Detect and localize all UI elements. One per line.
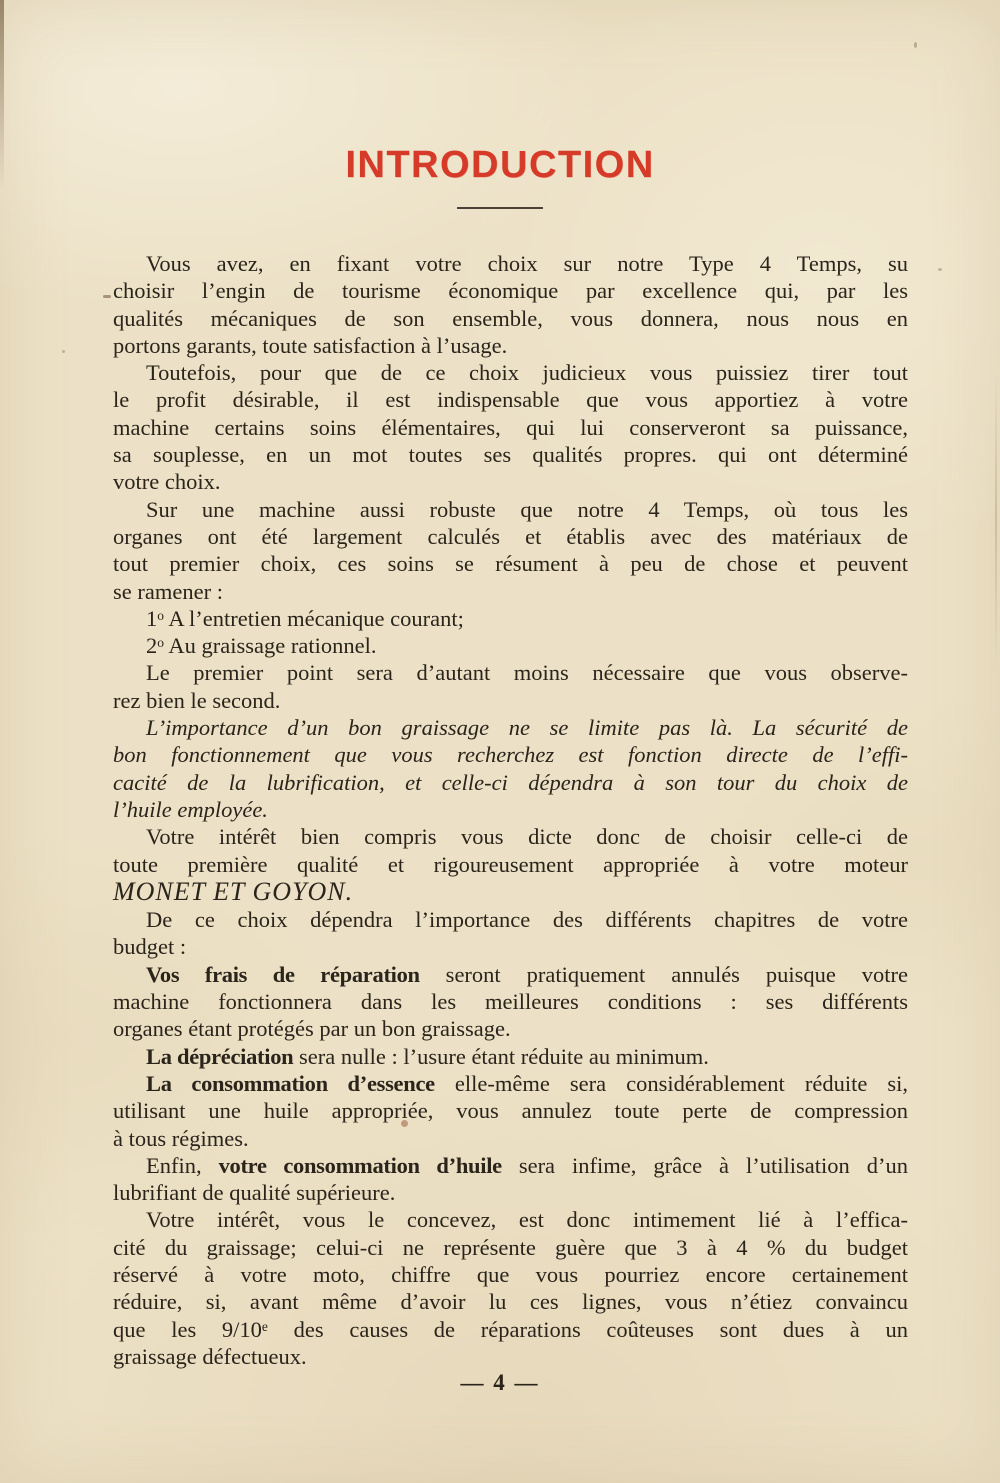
text-line — [113, 523, 908, 550]
paragraph — [113, 359, 908, 495]
text-segment: De ce choix dépendra l’importance des différents chapitres de votre — [146, 907, 908, 933]
ink-speck — [938, 268, 942, 271]
text-segment: 2 — [146, 633, 158, 659]
scan-edge-right — [995, 370, 997, 670]
text-line — [113, 1015, 908, 1042]
text-segment: e — [261, 1318, 268, 1334]
text-segment: Votre intérêt, vous le concevez, est donc intimement lié à l’effica- — [146, 1207, 908, 1233]
text-line — [113, 741, 908, 768]
text-segment: graissage défectueux. — [113, 1343, 307, 1369]
text-segment: MONET ET GOYON. — [113, 876, 354, 906]
text-line — [113, 961, 908, 988]
text-line — [113, 933, 908, 960]
scan-edge-left — [0, 0, 4, 190]
text-line — [113, 1343, 908, 1370]
text-line — [113, 878, 908, 906]
text-line — [113, 550, 908, 577]
text-line — [113, 605, 908, 632]
text-segment: utilisant une huile appropriée, vous annulez toute perte de compression — [113, 1098, 908, 1124]
text-line — [113, 1316, 908, 1343]
text-line — [113, 1152, 908, 1179]
text-segment: Votre intérêt bien compris vous dicte donc de choisir celle-ci de — [146, 824, 908, 850]
text-segment: elle-même sera considérablement réduite si, — [434, 1070, 908, 1096]
text-line — [113, 988, 908, 1015]
text-line — [113, 1234, 908, 1261]
text-segment: Enfin, — [146, 1152, 219, 1178]
text-line — [113, 851, 908, 878]
paragraph — [113, 1070, 908, 1152]
text-line — [113, 714, 908, 741]
text-line — [113, 632, 908, 659]
text-segment: Le premier point sera d’autant moins nécessaire que vous observe- — [146, 660, 908, 686]
text-line — [113, 468, 908, 495]
text-segment: o — [157, 635, 164, 651]
text-segment: toute première qualité et rigoureusement appropriée à votre moteur — [113, 851, 908, 877]
text-line — [113, 1043, 908, 1070]
ink-speck — [914, 42, 917, 48]
text-segment: budget : — [113, 934, 187, 960]
title-rule — [457, 207, 543, 209]
text-segment: Vous avez, en fixant votre choix sur notre Type 4 Temps, su — [146, 251, 908, 276]
text-segment: portons garants, toute satisfaction à l’usage. — [113, 332, 508, 358]
text-line — [113, 414, 908, 441]
text-segment: votre consommation d’huile — [218, 1152, 502, 1178]
paragraph — [113, 1152, 908, 1207]
text-segment: o — [157, 607, 164, 623]
text-segment: qualités mécaniques de son ensemble, vous donnera, nous nous en — [113, 305, 908, 331]
text-line — [113, 796, 908, 823]
text-line — [113, 441, 908, 468]
text-line — [113, 1261, 908, 1288]
text-line — [113, 823, 908, 850]
text-segment: L’importance d’un bon graissage ne se limite pas là. La sécurité de — [146, 715, 908, 741]
text-segment: à tous régimes. — [113, 1125, 249, 1151]
paragraph — [113, 605, 908, 632]
text-segment: sa souplesse, en un mot toutes ses qualités propres. qui ont déterminé — [113, 442, 908, 468]
text-segment: réservé à votre moto, chiffre que vous pourriez encore certainement — [113, 1261, 908, 1287]
text-line — [113, 687, 908, 714]
text-segment: rez bien le second. — [113, 687, 281, 713]
text-line — [113, 250, 908, 277]
text-line — [113, 305, 908, 332]
text-segment: des causes de réparations coûteuses sont dues à un — [267, 1316, 908, 1342]
text-line — [113, 277, 908, 304]
text-segment: organes étant protégés par un bon graissage. — [113, 1016, 511, 1042]
text-line — [113, 496, 908, 523]
paragraph — [113, 823, 908, 906]
text-block — [113, 250, 908, 1370]
text-line — [113, 359, 908, 386]
text-segment: Sur une machine aussi robuste que notre 4 Temps, où tous les — [146, 496, 908, 522]
paragraph — [113, 906, 908, 961]
text-segment: réduire, si, avant même d’avoir lu ces lignes, vous n’étiez convaincu — [113, 1289, 908, 1315]
paragraph — [113, 632, 908, 659]
text-segment: La consommation d’essence — [146, 1070, 435, 1096]
ink-speck — [103, 295, 111, 298]
text-segment: machine certains soins élémentaires, qui lui conserveront sa puissance, — [113, 414, 908, 440]
text-line — [113, 332, 908, 359]
text-line — [113, 1206, 908, 1233]
text-segment: votre choix. — [113, 469, 221, 495]
text-segment: le profit désirable, il est indispensable que vous apportiez à votre — [113, 387, 908, 413]
text-segment: Vos frais de réparation — [146, 961, 420, 987]
text-line — [113, 1097, 908, 1124]
text-line — [113, 386, 908, 413]
paragraph — [113, 1043, 908, 1070]
text-segment: cité du graissage; celui-ci ne représente guère que 3 à 4 % du budget — [113, 1234, 908, 1260]
text-segment: Toutefois, pour que de ce choix judicieux vous puissiez tirer tout — [146, 360, 908, 386]
paragraph — [113, 659, 908, 714]
text-line — [113, 578, 908, 605]
text-line — [113, 1179, 908, 1206]
paragraph — [113, 714, 908, 823]
text-segment: se ramener : — [113, 578, 223, 604]
text-line — [113, 1288, 908, 1315]
text-segment: bon fonctionnement que vous recherchez est fonction directe de l’effi- — [113, 742, 908, 768]
text-line — [113, 1070, 908, 1097]
text-line — [113, 906, 908, 933]
text-segment: seront pratiquement annulés puisque votre — [419, 961, 908, 987]
paragraph — [113, 961, 908, 1043]
text-segment: l’huile employée. — [113, 796, 268, 822]
text-segment: sera nulle : l’usure étant réduite au minimum. — [293, 1043, 709, 1069]
text-line — [113, 769, 908, 796]
page-title: INTRODUCTION — [345, 144, 655, 186]
page-number: — 4 — — [460, 1370, 540, 1395]
paragraph — [113, 1206, 908, 1370]
text-segment: que les 9/10 — [113, 1316, 262, 1342]
text-segment: tout premier choix, ces soins se résument à peu de chose et peuvent — [113, 551, 908, 577]
text-segment: La dépréciation — [146, 1043, 294, 1069]
text-segment: cacité de la lubrification, et celle-ci dépendra à son tour du choix de — [113, 769, 908, 795]
text-segment: sera infime, grâce à l’utilisation d’un — [501, 1152, 908, 1178]
ink-speck — [62, 350, 65, 353]
text-segment: lubrifiant de qualité supérieure. — [113, 1180, 396, 1206]
paragraph — [113, 496, 908, 605]
text-segment: Au graissage rationnel. — [164, 633, 377, 659]
text-line — [113, 659, 908, 686]
text-segment: choisir l’engin de tourisme économique par excellence qui, par les — [113, 278, 908, 304]
paragraph — [113, 250, 908, 359]
title-block — [0, 0, 1000, 209]
text-line — [113, 1125, 908, 1152]
text-segment: machine fonctionnera dans les meilleures conditions : ses différents — [113, 989, 908, 1015]
text-segment: 1 — [146, 605, 158, 631]
text-segment: A l’entretien mécanique courant; — [164, 605, 464, 631]
text-segment: organes ont été largement calculés et établis avec des matériaux de — [113, 523, 908, 549]
